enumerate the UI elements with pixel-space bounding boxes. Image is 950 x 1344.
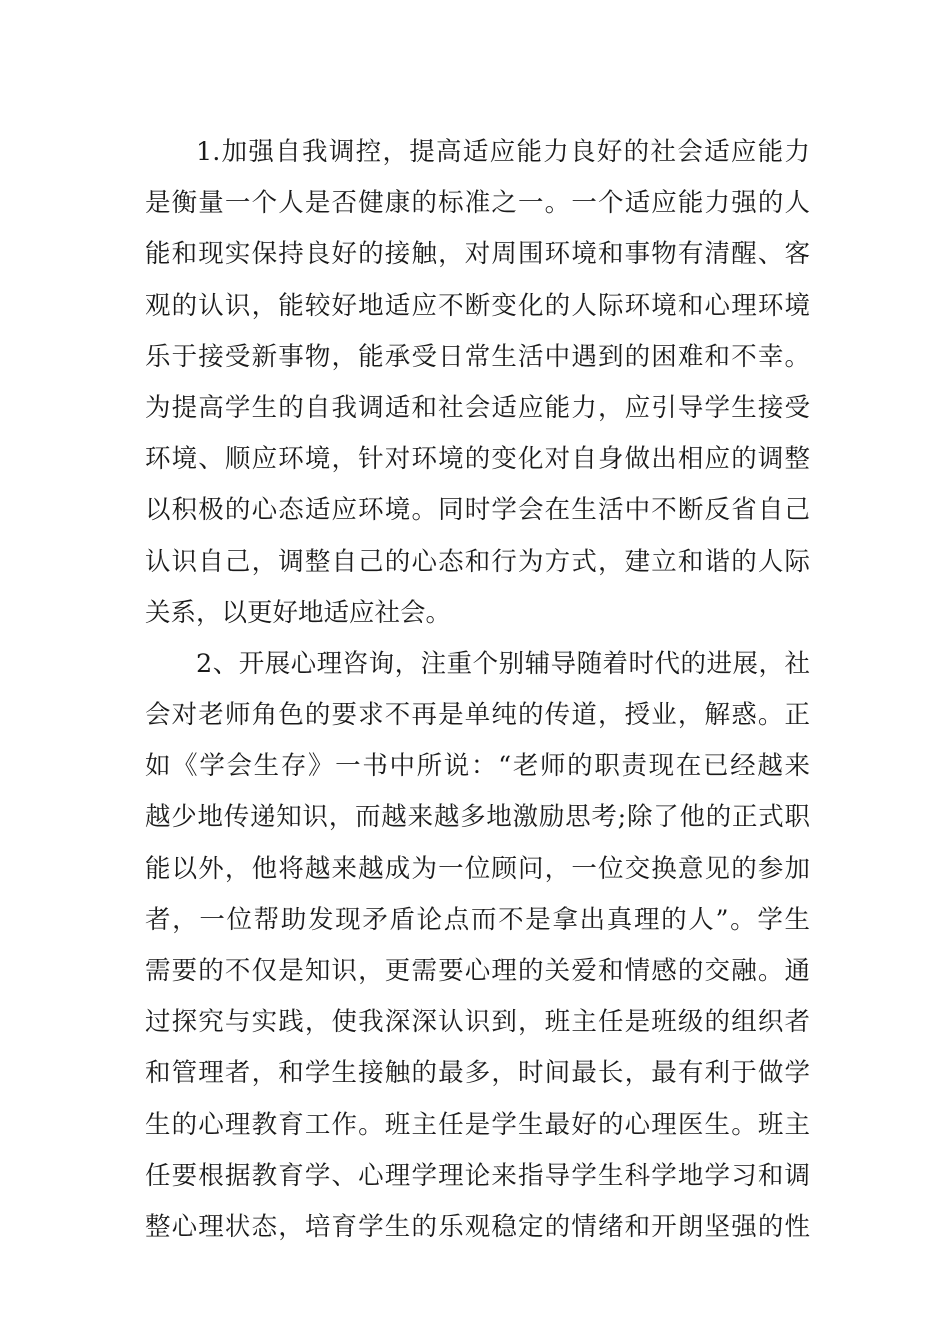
text-line: 环境、顺应环境，针对环境的变化对自身做出相应的调整 <box>145 444 810 475</box>
paragraph-2 <box>145 639 810 1253</box>
text-line: 关系，以更好地适应社会。 <box>145 597 452 628</box>
text-line: 能以外，他将越来越成为一位顾问，一位交换意见的参加 <box>145 853 810 884</box>
text-line: 任要根据教育学、心理学理论来指导学生科学地学习和调 <box>145 1160 810 1191</box>
text-line: 整心理状态，培育学生的乐观稳定的情绪和开朗坚强的性 <box>145 1211 810 1242</box>
text-line: 2、开展心理咨询，注重个别辅导随着时代的进展，社 <box>196 648 810 679</box>
document-body <box>145 127 810 1253</box>
text-line: 以积极的心态适应环境。同时学会在生活中不断反省自己 <box>145 495 810 526</box>
text-line: 过探究与实践，使我深深认识到，班主任是班级的组织者 <box>145 1007 810 1038</box>
text-line: 乐于接受新事物，能承受日常生活中遇到的困难和不幸。 <box>145 341 810 372</box>
text-line: 生的心理教育工作。班主任是学生最好的心理医生。班主 <box>145 1109 810 1140</box>
text-line: 和管理者，和学生接触的最多，时间最长，最有利于做学 <box>145 1058 810 1089</box>
text-line: 1.加强自我调控，提高适应能力良好的社会适应能力 <box>196 137 810 167</box>
text-line: 观的认识，能较好地适应不断变化的人际环境和心理环境 <box>145 290 810 321</box>
text-line: 认识自己，调整自己的心态和行为方式，建立和谐的人际 <box>145 546 810 577</box>
paragraph-1 <box>145 127 810 639</box>
text-line: 为提高学生的自我调适和社会适应能力，应引导学生接受 <box>145 392 810 423</box>
text-line: 如《学会生存》一书中所说：“老师的职责现在已经越来 <box>145 751 810 782</box>
text-line: 需要的不仅是知识，更需要心理的关爱和情感的交融。通 <box>145 956 810 986</box>
text-line: 者，一位帮助发现矛盾论点而不是拿出真理的人”。学生 <box>145 904 810 935</box>
text-line: 是衡量一个人是否健康的标准之一。一个适应能力强的人 <box>145 188 810 219</box>
text-line: 会对老师角色的要求不再是单纯的传道，授业，解惑。正 <box>145 700 810 731</box>
text-line: 能和现实保持良好的接触，对周围环境和事物有清醒、客 <box>145 239 810 270</box>
text-line: 越少地传递知识，而越来越多地激励思考;除了他的正式职 <box>145 802 810 833</box>
